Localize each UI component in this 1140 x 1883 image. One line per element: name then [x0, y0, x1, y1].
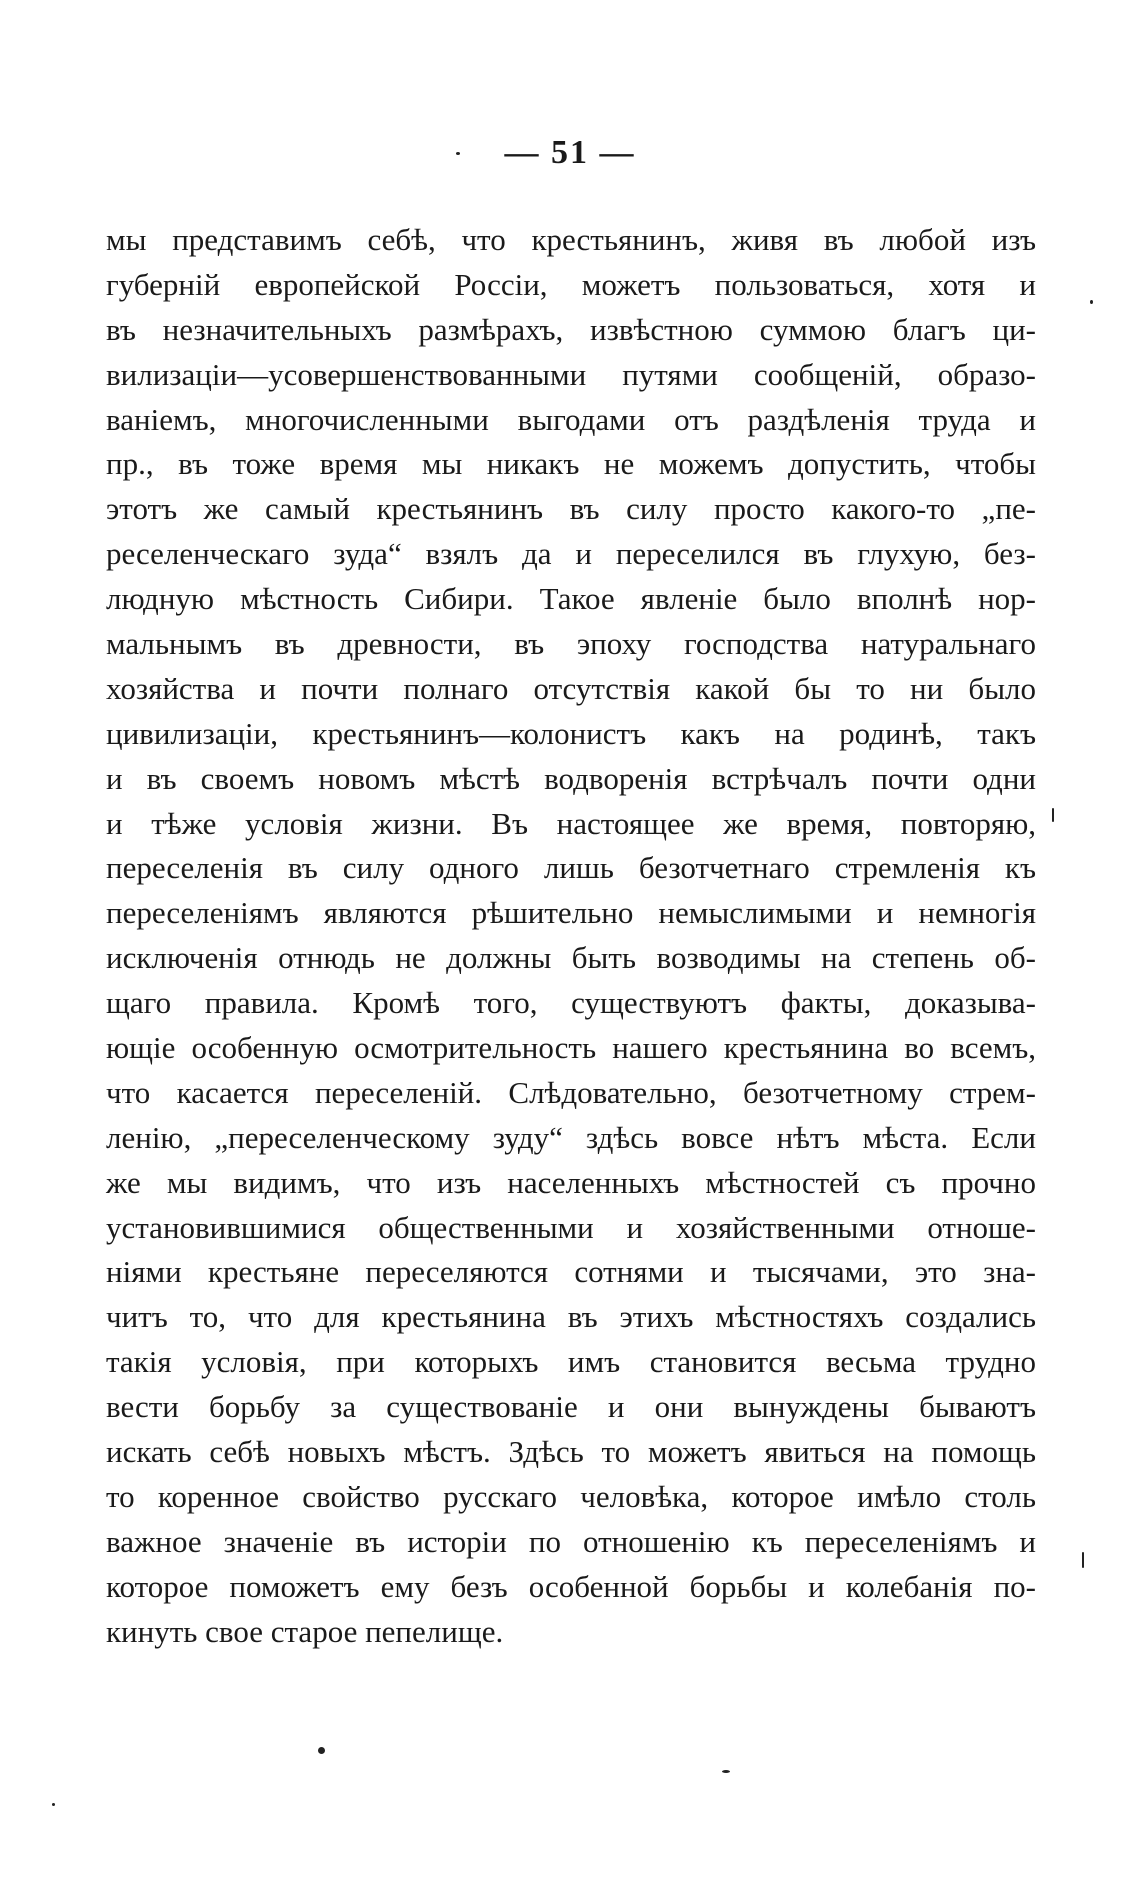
text-line: ленію, „переселенческому зуду“ здѣсь вовсе нѣтъ мѣста. Если	[106, 1119, 1036, 1155]
print-speck	[52, 1803, 55, 1806]
text-line: мы представимъ себѣ, что крестьянинъ, живя въ любой изъ	[106, 222, 1036, 257]
text-line: вилизаціи—усовершенствованными путями сообщеній, образо-	[106, 356, 1036, 392]
text-line: вести борьбу за существованіе и они вынуждены бываютъ	[106, 1389, 1036, 1425]
text-line: цивилизаціи, крестьянинъ—колонистъ какъ на родинѣ, такъ	[106, 715, 1036, 751]
text-line: мальнымъ въ древности, въ эпоху господства натуральнаго	[106, 626, 1036, 662]
text-line: ваніемъ, многочисленными выгодами отъ раздѣленія труда и	[106, 401, 1036, 437]
text-line: которое поможетъ ему безъ особенной борьбы и колебанія по-	[106, 1568, 1036, 1604]
print-speck	[1052, 808, 1054, 822]
body-text	[106, 218, 1036, 1655]
text-line: то коренное свойство русскаго человѣка, которое имѣло столь	[106, 1478, 1036, 1514]
print-speck	[1090, 300, 1093, 304]
text-line: пр., въ тоже время мы никакъ не можемъ допустить, чтобы	[106, 446, 1036, 482]
text-line: въ незначительныхъ размѣрахъ, извѣстною суммою благъ ци-	[106, 311, 1036, 347]
text-line: важное значеніе въ исторіи по отношенію къ переселеніямъ и	[106, 1523, 1036, 1559]
text-line: и въ своемъ новомъ мѣстѣ водворенія встрѣчалъ почти одни	[106, 760, 1036, 796]
text-line: переселенія въ силу одного лишь безотчетнаго стремленія къ	[106, 850, 1036, 886]
text-line: реселенческаго зуда“ взялъ да и переселился въ глухую, без-	[106, 536, 1036, 572]
text-line: людную мѣстность Сибири. Такое явленіе было вполнѣ нор-	[106, 581, 1036, 617]
text-line: щаго правила. Кромѣ того, существуютъ факты, доказыва-	[106, 985, 1036, 1021]
text-line: ніями крестьяне переселяются сотнями и тысячами, это зна-	[106, 1254, 1036, 1290]
text-line: искать себѣ новыхъ мѣстъ. Здѣсь то можетъ явиться на помощь	[106, 1434, 1036, 1470]
print-speck	[1082, 1552, 1084, 1568]
text-line: что касается переселеній. Слѣдовательно, безотчетному стрем-	[106, 1074, 1036, 1110]
text-line: губерній европейской Россіи, можетъ пользоваться, хотя и	[106, 266, 1036, 302]
text-line: же мы видимъ, что изъ населенныхъ мѣстностей съ прочно	[106, 1164, 1036, 1200]
text-line: и тѣже условія жизни. Въ настоящее же время, повторяю,	[106, 805, 1036, 841]
page-number: — 51 —	[504, 134, 636, 171]
text-line: установившимися общественными и хозяйственными отноше-	[106, 1209, 1036, 1245]
print-speck	[722, 1770, 730, 1773]
text-line: ющіе особенную осмотрительность нашего крестьянина во всемъ,	[106, 1030, 1036, 1066]
print-speck	[318, 1747, 325, 1754]
text-line: переселеніямъ являются рѣшительно немыслимыми и немногія	[106, 895, 1036, 931]
text-line: кинуть свое старое пепелище.	[106, 1613, 504, 1649]
text-line: хозяйства и почти полнаго отсутствія какой бы то ни было	[106, 670, 1036, 706]
text-line: исключенія отнюдь не должны быть возводимы на степень об-	[106, 940, 1036, 976]
print-speck	[456, 152, 460, 155]
text-line: такія условія, при которыхъ имъ становится весьма трудно	[106, 1344, 1036, 1380]
text-line: читъ то, что для крестьянина въ этихъ мѣстностяхъ создались	[106, 1299, 1036, 1335]
text-line: этотъ же самый крестьянинъ въ силу просто какого-то „пе-	[106, 491, 1036, 527]
